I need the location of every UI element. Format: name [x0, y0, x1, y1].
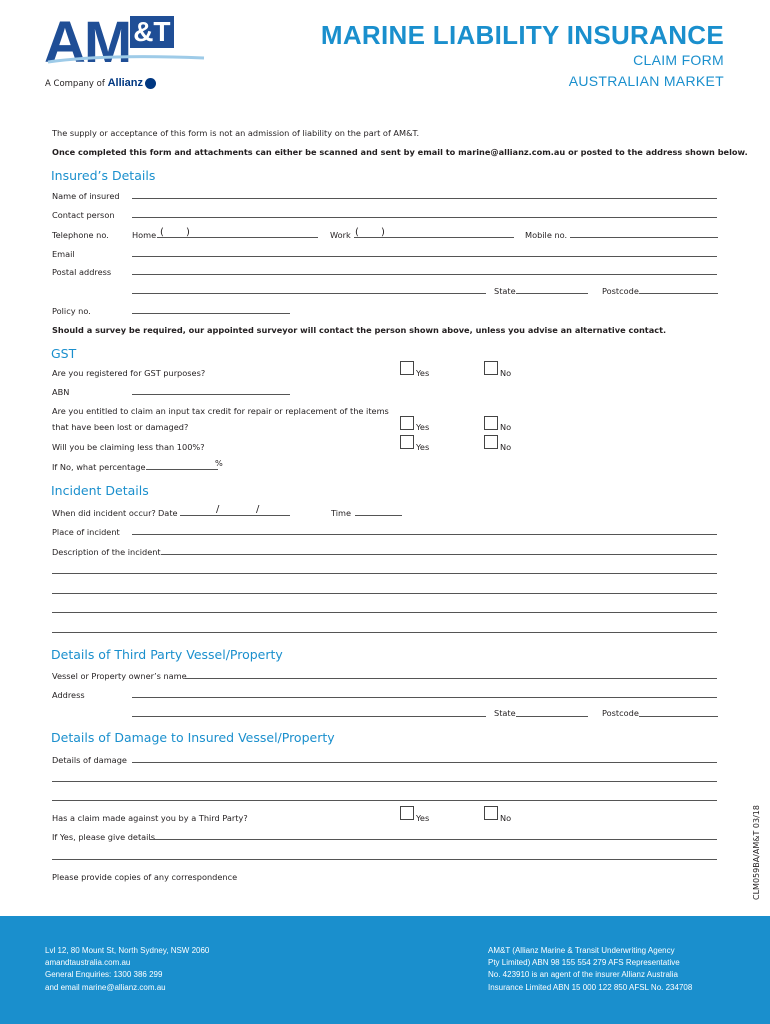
description-field-5[interactable] — [52, 632, 717, 633]
date-separator-1: / — [216, 504, 220, 515]
abn-field[interactable] — [132, 394, 290, 395]
contact-person-field[interactable] — [132, 217, 717, 218]
input-credit-question-line2: that have been lost or damaged? — [52, 422, 189, 432]
gst-registered-no-label: No — [500, 368, 512, 378]
intro-disclaimer: The supply or acceptance of this form is not an admission of liability on the part of AM&T. — [52, 128, 420, 138]
less-than-100-question: Will you be claiming less than 100%? — [52, 442, 205, 452]
details-of-damage-field-2[interactable] — [52, 781, 717, 782]
email-label: Email — [52, 249, 75, 259]
footer-left — [45, 945, 209, 994]
owner-name-field[interactable] — [185, 678, 717, 679]
insured-details-heading: Insured’s Details — [51, 168, 156, 183]
third-party-state-label: State — [494, 708, 516, 718]
contact-person-label: Contact person — [52, 210, 115, 220]
logo-subline — [45, 77, 156, 89]
gst-registered-no-checkbox[interactable] — [484, 361, 498, 375]
name-of-insured-field[interactable] — [132, 198, 717, 199]
input-credit-yes-label: Yes — [416, 422, 430, 432]
description-field-3[interactable] — [52, 593, 717, 594]
footer-band — [0, 916, 770, 1024]
details-of-damage-label: Details of damage — [52, 755, 127, 765]
date-label: Date — [158, 508, 178, 518]
mobile-field[interactable] — [570, 237, 718, 238]
third-party-address-field-2[interactable] — [132, 716, 486, 717]
third-party-claim-no-checkbox[interactable] — [484, 806, 498, 820]
third-party-claim-question: Has a claim made against you by a Third Party? — [52, 813, 248, 823]
gst-registered-question: Are you registered for GST purposes? — [52, 368, 206, 378]
description-field-1[interactable] — [161, 554, 717, 555]
input-credit-yes-checkbox[interactable] — [400, 416, 414, 430]
state-field[interactable] — [516, 293, 588, 294]
percentage-question: If No, what percentage — [52, 462, 146, 472]
footer-legal-line2: Pty Limited) ABN 98 155 554 279 AFS Representative — [488, 958, 680, 968]
third-party-postcode-field[interactable] — [639, 716, 718, 717]
form-code: CLM059BA/AM&T 03/18 — [752, 805, 761, 900]
incident-date-field[interactable] — [180, 515, 290, 516]
abn-label: ABN — [52, 387, 70, 397]
postcode-field[interactable] — [639, 293, 718, 294]
if-yes-details-label: If Yes, please give details — [52, 832, 155, 842]
home-phone-field[interactable] — [157, 237, 318, 238]
form-subtitle-claim: CLAIM FORM — [633, 52, 724, 68]
description-label: Description of the incident — [52, 547, 161, 557]
details-of-damage-field-1[interactable] — [132, 762, 717, 763]
allianz-eagle-icon — [145, 78, 156, 89]
work-paren-close: ) — [381, 227, 385, 238]
input-credit-no-checkbox[interactable] — [484, 416, 498, 430]
intro-instructions: Once completed this form and attachments can either be scanned and sent by email to marine@allianz.com.au or posted to the address shown below. — [52, 147, 748, 157]
owner-name-label: Vessel or Property owner’s name — [52, 671, 187, 681]
correspondence-note: Please provide copies of any correspondence — [52, 872, 238, 882]
postcode-label: Postcode — [602, 286, 639, 296]
logo-swoosh-icon — [46, 54, 206, 66]
footer-address: Lvl 12, 80 Mount St, North Sydney, NSW 2060 — [45, 946, 210, 955]
telephone-label: Telephone no. — [52, 230, 109, 240]
third-party-heading: Details of Third Party Vessel/Property — [51, 647, 283, 662]
third-party-postcode-label: Postcode — [602, 708, 639, 718]
percentage-field[interactable] — [146, 469, 218, 470]
damage-heading: Details of Damage to Insured Vessel/Property — [51, 730, 335, 745]
third-party-claim-yes-label: Yes — [416, 813, 430, 823]
postal-address-field-1[interactable] — [132, 274, 717, 275]
less-than-100-yes-label: Yes — [416, 442, 430, 452]
logo-amp-t: &T — [130, 16, 173, 48]
logo-am: AM — [44, 10, 131, 75]
third-party-state-field[interactable] — [516, 716, 588, 717]
place-of-incident-label: Place of incident — [52, 527, 120, 537]
footer-right — [488, 945, 692, 994]
form-title: MARINE LIABILITY INSURANCE — [320, 20, 724, 50]
incident-details-heading: Incident Details — [51, 483, 149, 498]
form-subtitle-market: AUSTRALIAN MARKET — [568, 73, 724, 89]
state-label: State — [494, 286, 516, 296]
less-than-100-no-checkbox[interactable] — [484, 435, 498, 449]
description-field-4[interactable] — [52, 612, 717, 613]
footer-website[interactable]: amandtaustralia.com.au — [45, 958, 131, 968]
policy-number-label: Policy no. — [52, 306, 91, 316]
policy-number-field[interactable] — [132, 313, 290, 314]
date-separator-2: / — [256, 504, 260, 515]
gst-registered-yes-label: Yes — [416, 368, 430, 378]
less-than-100-no-label: No — [500, 442, 512, 452]
details-of-damage-field-3[interactable] — [52, 800, 717, 801]
work-paren-open: ( — [355, 227, 359, 238]
home-paren-close: ) — [186, 227, 190, 238]
work-phone-field[interactable] — [354, 237, 514, 238]
footer-legal-line4: Insurance Limited ABN 15 000 122 850 AFSL No. 234708 — [488, 982, 693, 992]
input-credit-no-label: No — [500, 422, 512, 432]
if-yes-details-field-1[interactable] — [150, 839, 717, 840]
footer-legal-line1: AM&T (Allianz Marine & Transit Underwriting Agency — [488, 946, 675, 955]
footer-email[interactable]: and email marine@allianz.com.au — [45, 982, 166, 992]
home-phone-label: Home — [132, 230, 157, 240]
logo-sub-prefix: A Company of — [45, 79, 105, 89]
less-than-100-yes-checkbox[interactable] — [400, 435, 414, 449]
allianz-brand: Allianz — [107, 77, 144, 89]
footer-legal-line3: No. 423910 is an agent of the insurer Allianz Australia — [488, 970, 678, 980]
mobile-label: Mobile no. — [525, 230, 568, 240]
postal-address-label: Postal address — [52, 267, 112, 277]
name-of-insured-label: Name of insured — [52, 191, 120, 201]
gst-heading: GST — [51, 346, 77, 361]
percent-sign: % — [215, 458, 223, 468]
survey-note: Should a survey be required, our appointed surveyor will contact the person shown above, unless you advise an alternative contact. — [52, 325, 667, 335]
third-party-address-field-1[interactable] — [132, 697, 717, 698]
third-party-claim-no-label: No — [500, 813, 512, 823]
gst-registered-yes-checkbox[interactable] — [400, 361, 414, 375]
if-yes-details-field-2[interactable] — [52, 859, 717, 860]
when-incident-label: When did incident occur? — [52, 508, 156, 518]
work-phone-label: Work — [330, 230, 351, 240]
footer-enquiries: General Enquiries: 1300 386 299 — [45, 970, 163, 980]
description-field-2[interactable] — [52, 573, 717, 574]
third-party-claim-yes-checkbox[interactable] — [400, 806, 414, 820]
place-of-incident-field[interactable] — [132, 534, 717, 535]
postal-address-field-2[interactable] — [132, 293, 486, 294]
time-label: Time — [331, 508, 352, 518]
incident-time-field[interactable] — [355, 515, 402, 516]
email-field[interactable] — [132, 256, 717, 257]
home-paren-open: ( — [160, 227, 164, 238]
third-party-address-label: Address — [52, 690, 85, 700]
input-credit-question-line1: Are you entitled to claim an input tax credit for repair or replacement of the items — [52, 406, 389, 416]
